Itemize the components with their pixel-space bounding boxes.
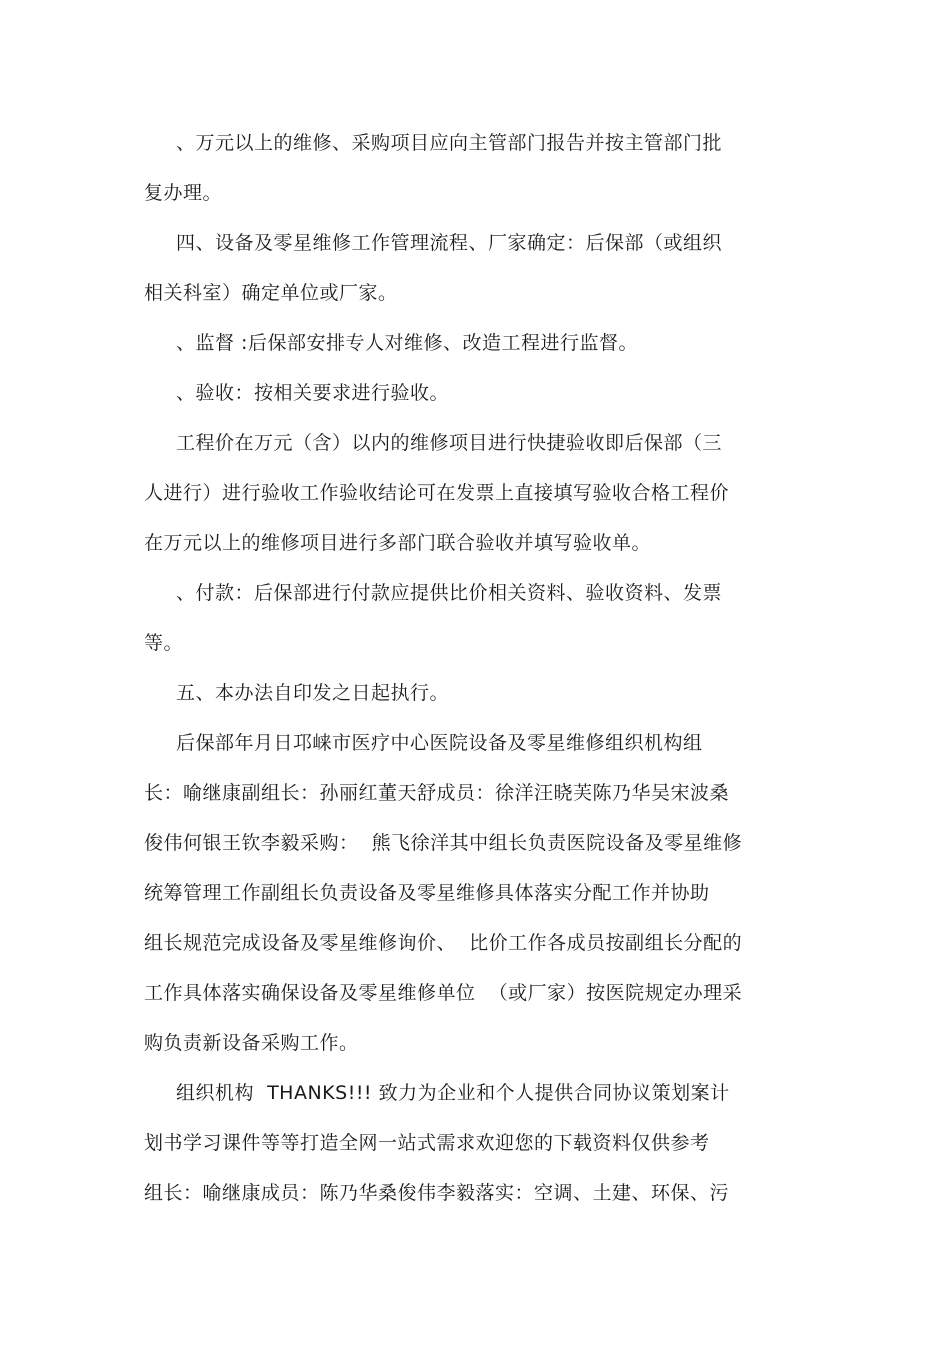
text-line: 购负责新设备采购工作。 (144, 1032, 359, 1054)
text-line: 在万元以上的维修项目进行多部门联合验收并填写验收单。 (144, 532, 652, 554)
text-line: 相关科室）确定单位或厂家。 (144, 282, 398, 304)
text-line: 组织机构 THANKS!!! 致力为企业和个人提供合同协议策划案计 (176, 1082, 730, 1104)
text-line: 四、设备及零星维修工作管理流程、厂家确定：后保部（或组织 (176, 232, 723, 254)
text-line: 工作具体落实确保设备及零星维修单位 （或厂家）按医院规定办理采 (144, 982, 743, 1004)
text-line: 、万元以上的维修、采购项目应向主管部门报告并按主管部门批 (176, 132, 723, 154)
text-line: 统筹管理工作副组长负责设备及零星维修具体落实分配工作并协助 (144, 882, 710, 904)
text-line: 复办理。 (144, 182, 223, 204)
text-line: 人进行）进行验收工作验收结论可在发票上直接填写验收合格工程价 (144, 482, 730, 504)
text-line: 、监督 :后保部安排专人对维修、改造工程进行监督。 (176, 332, 638, 354)
text-line: 组长：喻继康成员：陈乃华桑俊伟李毅落实：空调、土建、环保、污 (144, 1182, 730, 1204)
text-line: 、验收：按相关要求进行验收。 (176, 382, 450, 404)
text-line: 组长规范完成设备及零星维修询价、 比价工作各成员按副组长分配的 (144, 932, 743, 954)
text-line: 五、本办法自印发之日起执行。 (176, 682, 450, 704)
text-line: 俊伟何银王钦李毅采购： 熊飞徐洋其中组长负责医院设备及零星维修 (144, 832, 743, 854)
text-line: 后保部年月日邛崃市医疗中心医院设备及零星维修组织机构组 (176, 732, 703, 754)
text-line: 、付款：后保部进行付款应提供比价相关资料、验收资料、发票 (176, 582, 723, 604)
text-line: 工程价在万元（含）以内的维修项目进行快捷验收即后保部（三 (176, 432, 723, 454)
text-line: 长：喻继康副组长：孙丽红董天舒成员：徐洋汪晓芙陈乃华吴宋波桑 (144, 782, 730, 804)
text-line: 划书学习课件等等打造全网一站式需求欢迎您的下载资料仅供参考 (144, 1132, 710, 1154)
text-line: 等。 (144, 632, 184, 654)
